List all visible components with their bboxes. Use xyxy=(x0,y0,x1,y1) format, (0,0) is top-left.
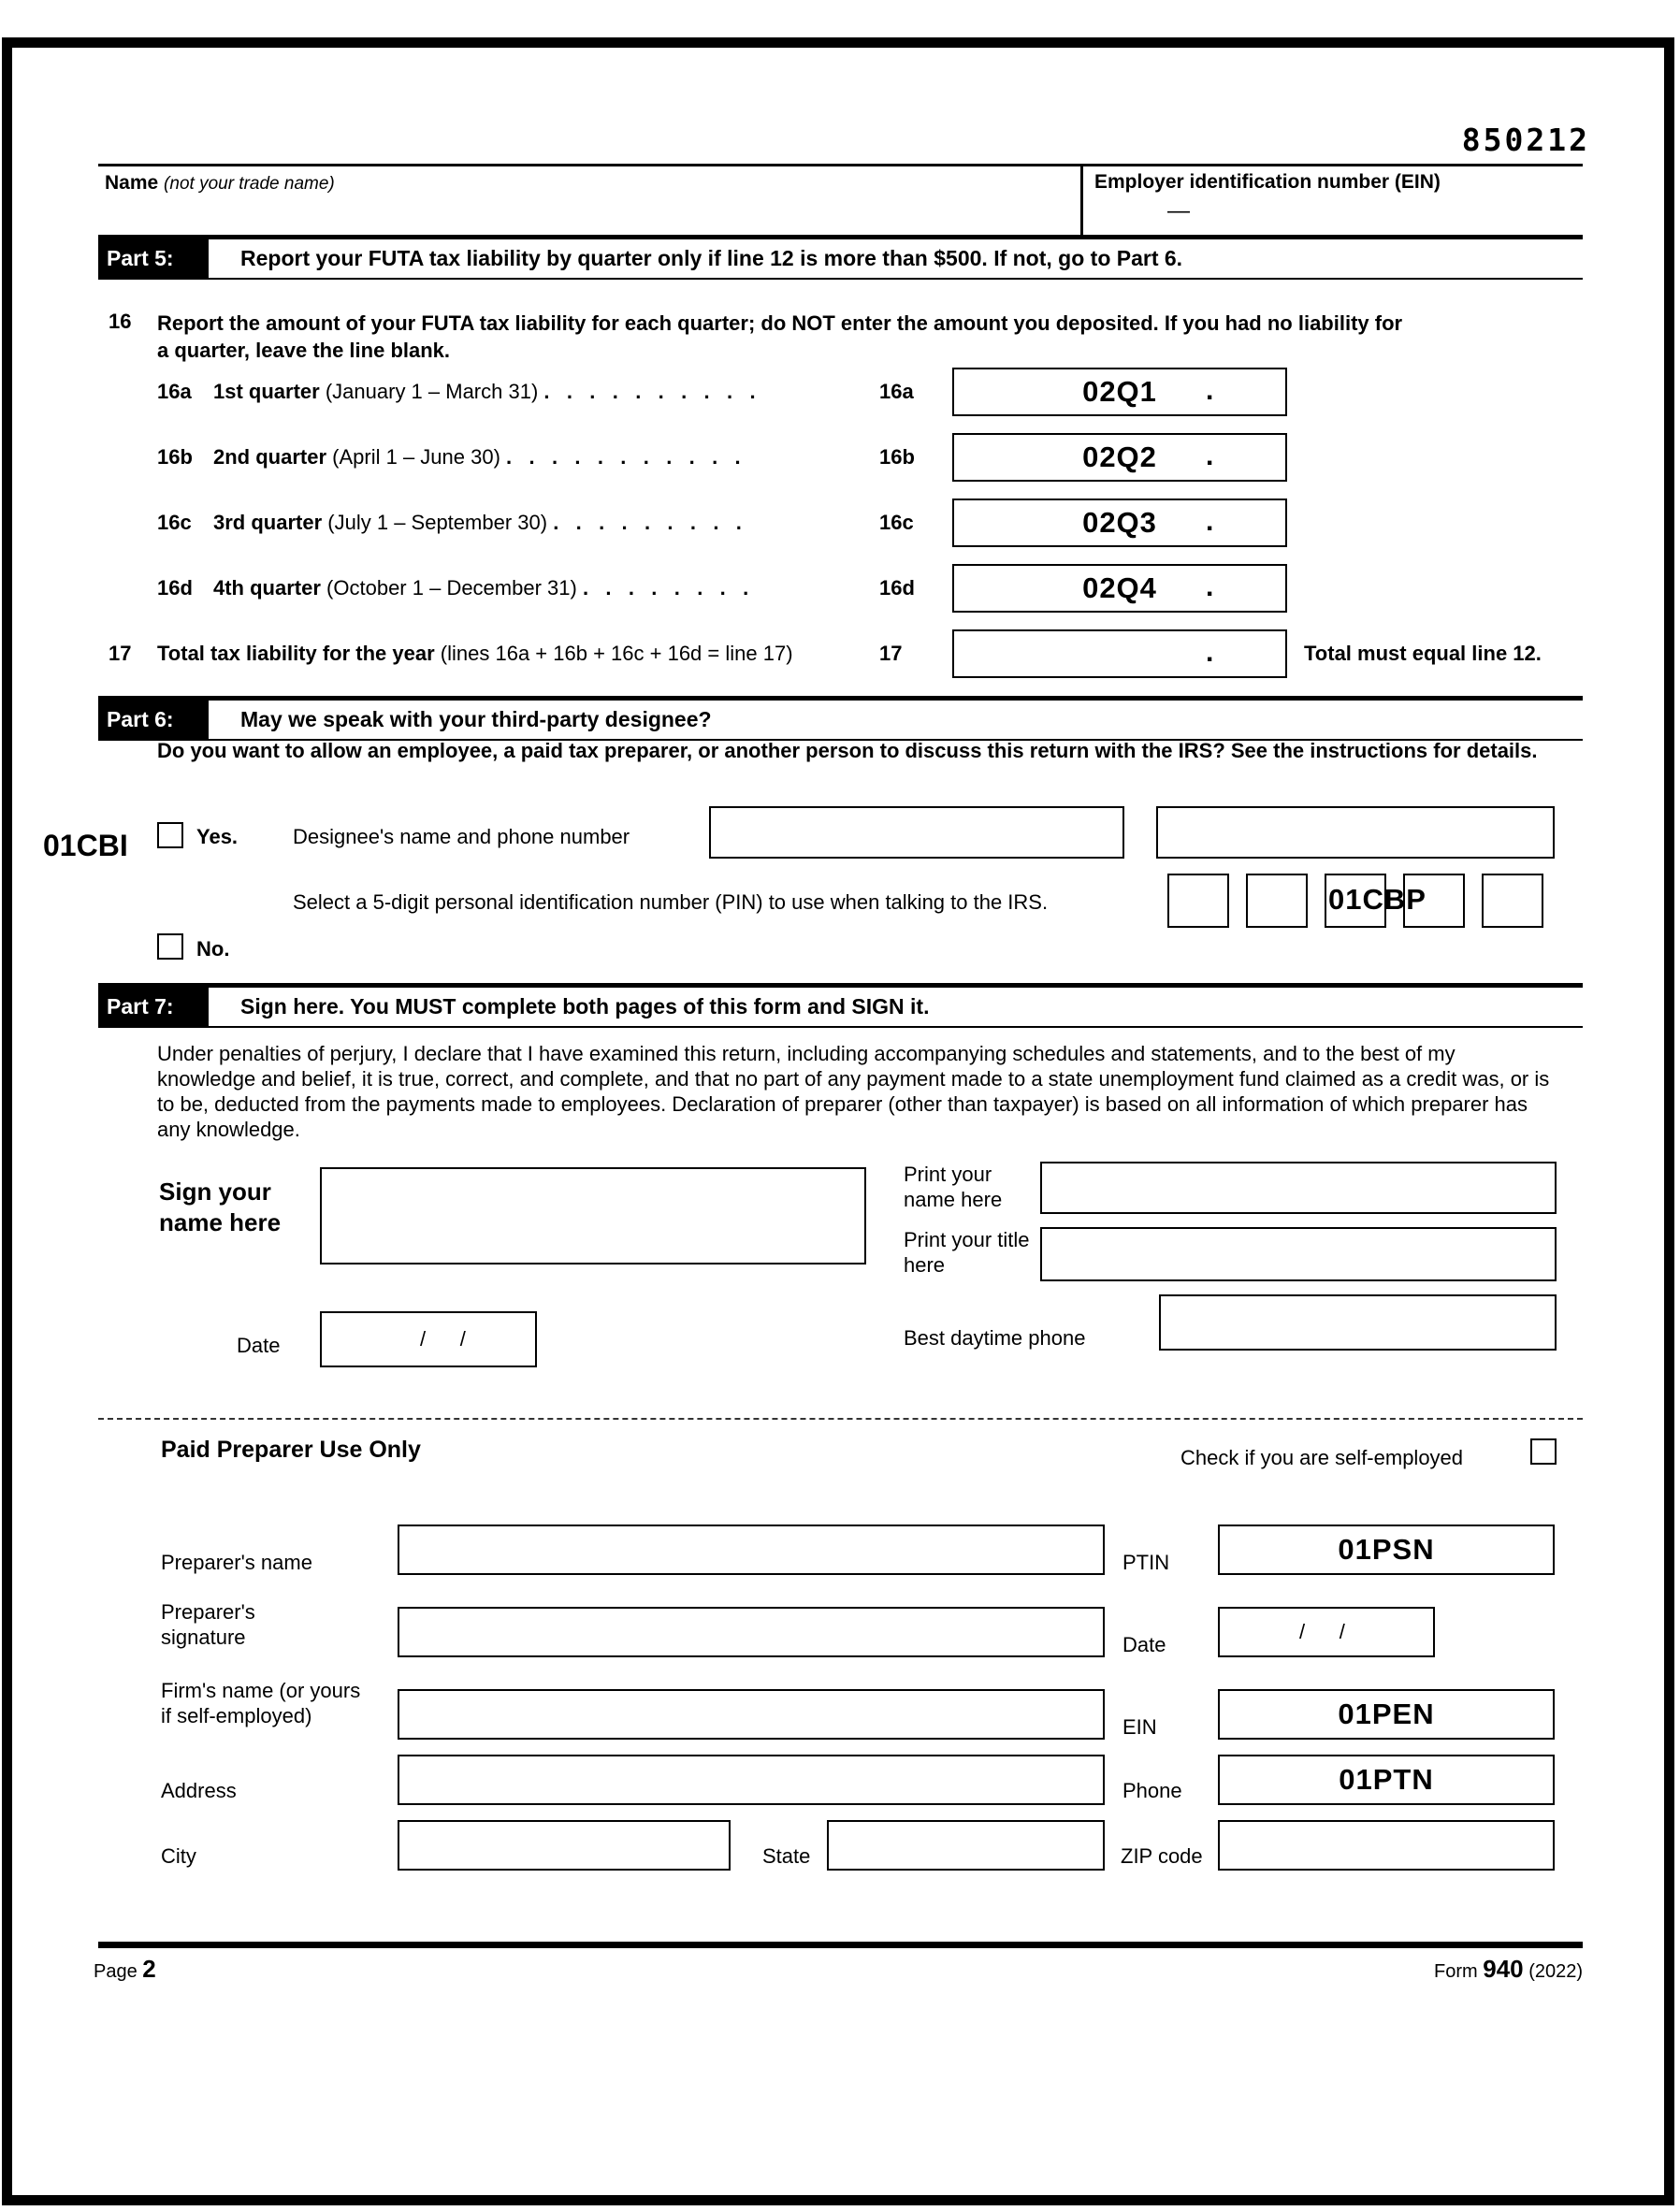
line17-decimal-point: . xyxy=(1206,637,1214,668)
line16-text-line1: Report the amount of your FUTA tax liability for each quarter; do NOT enter the amount you deposited. If you had no liability for xyxy=(157,311,1403,335)
sign-date-input[interactable] xyxy=(320,1311,537,1367)
preparer-name-input[interactable] xyxy=(398,1525,1105,1575)
ein-label: Employer identification number (EIN) xyxy=(1094,171,1441,193)
row-16d-decimal-point: . xyxy=(1206,571,1214,602)
city-label: City xyxy=(161,1844,196,1868)
line17-text-normal: (lines 16a + 16b + 16c + 16d = line 17) xyxy=(440,642,793,665)
footer-page-number: 2 xyxy=(142,1955,156,1983)
row-16c-id: 16c xyxy=(157,511,192,534)
line16-text-line2: a quarter, leave the line blank. xyxy=(157,339,451,362)
daytime-phone-input[interactable] xyxy=(1159,1294,1557,1351)
row-16c-decimal-point: . xyxy=(1206,506,1214,537)
doc-code: 850212 xyxy=(1461,122,1590,158)
sign-name-label: Sign your name here xyxy=(159,1178,282,1236)
daytime-phone-label: Best daytime phone xyxy=(904,1326,1086,1350)
ein-input[interactable] xyxy=(1094,196,1562,234)
row-16d-amount-box[interactable] xyxy=(952,564,1287,613)
preparer-name-label: Preparer's name xyxy=(161,1551,312,1574)
firm-ein-value: 01PEN xyxy=(1338,1698,1435,1730)
line17-text-bold: Total tax liability for the year xyxy=(157,642,435,665)
preparer-date-input[interactable] xyxy=(1218,1607,1435,1657)
state-input[interactable] xyxy=(827,1820,1105,1871)
part7-header xyxy=(98,983,1583,1028)
part7-label: Part 7: xyxy=(98,988,209,1026)
row-16d-quarter: 4th quarter xyxy=(213,576,321,600)
footer-form xyxy=(1216,1955,1583,1984)
sign-date-label: Date xyxy=(237,1334,281,1357)
footer-form-year: (2022) xyxy=(1528,1961,1583,1982)
state-label: State xyxy=(762,1844,811,1868)
part5-label: Part 5: xyxy=(98,239,209,278)
row-16c-text xyxy=(213,499,742,547)
zip-label: ZIP code xyxy=(1121,1844,1203,1868)
preparer-date-label: Date xyxy=(1122,1633,1166,1656)
part6-intro: Do you want to allow an employee, a paid tax preparer, or another person to discuss this return with the IRS? See the instructions for details. xyxy=(157,739,1538,762)
footer-form-label: Form xyxy=(1434,1961,1478,1982)
margin-code-01cbi: 01CBI xyxy=(43,829,128,862)
row-16b-box-id: 16b xyxy=(879,445,915,469)
row-16d-id: 16d xyxy=(157,576,193,600)
row-16a-decimal-point: . xyxy=(1206,375,1214,406)
row-16c-quarter: 3rd quarter xyxy=(213,511,323,534)
designee-yes-checkbox[interactable] xyxy=(157,822,183,848)
pin-digit-box-2[interactable] xyxy=(1246,874,1308,928)
header-top-rule xyxy=(98,164,1583,166)
address-input[interactable] xyxy=(398,1755,1105,1805)
print-name-label: Print your name here xyxy=(904,1163,1003,1211)
row-16c-value: 02Q3 xyxy=(1082,506,1157,539)
preparer-signature-label: Preparer's signature xyxy=(161,1600,255,1649)
self-employed-checkbox[interactable] xyxy=(1530,1438,1557,1465)
part5-title: Report your FUTA tax liability by quarter only if line 12 is more than $500. If not, go to Part 6. xyxy=(240,246,1183,270)
line16-number: 16 xyxy=(109,310,132,333)
signature-input[interactable] xyxy=(320,1167,866,1264)
sign-date-slashes: / / xyxy=(420,1327,466,1351)
city-input[interactable] xyxy=(398,1820,731,1871)
perjury-declaration: Under penalties of perjury, I declare that I have examined this return, including accompanying schedules and statements, and to the best of my knowledge and belief, it is true, correct, and complete, and that no part of any payment made to a state unemployment fund claimed as a credit was, or is to be, deducted from the payments made to employees. Declaration of preparer (other than taxpayer) is based on all information of which preparer has any knowledge. xyxy=(157,1042,1550,1141)
row-16a-quarter: 1st quarter xyxy=(213,380,320,403)
row-16a-dot-leader: . . . . . . . . . . xyxy=(543,380,756,403)
designee-no-label: No. xyxy=(196,937,230,961)
ptin-value: 01PSN xyxy=(1338,1533,1435,1566)
self-employed-label: Check if you are self-employed xyxy=(1180,1446,1464,1469)
row-16a-range: (January 1 – March 31) xyxy=(325,380,539,403)
row-16a-box-id: 16a xyxy=(879,380,914,403)
designee-no-checkbox[interactable] xyxy=(157,933,183,960)
row-16d-text xyxy=(213,564,748,613)
row-16d-dot-leader: . . . . . . . . xyxy=(582,576,749,600)
firm-ein-label: EIN xyxy=(1122,1715,1157,1739)
print-title-input[interactable] xyxy=(1040,1227,1557,1281)
footer-rule xyxy=(98,1942,1583,1948)
row-16d-box-id: 16d xyxy=(879,576,915,600)
part6-header xyxy=(98,696,1583,741)
name-note: (not your trade name) xyxy=(164,174,335,194)
designee-name-label: Designee's name and phone number xyxy=(293,825,630,848)
row-16b-amount-box[interactable] xyxy=(952,433,1287,482)
line17-box-id: 17 xyxy=(879,642,903,665)
row-16b-text xyxy=(213,433,741,482)
print-name-input[interactable] xyxy=(1040,1162,1557,1214)
row-16c-dot-leader: . . . . . . . . . xyxy=(553,511,742,534)
row-16a-text xyxy=(213,368,756,416)
preparer-phone-value: 01PTN xyxy=(1339,1763,1434,1796)
part6-title: May we speak with your third-party designee? xyxy=(240,707,712,731)
row-16b-dot-leader: . . . . . . . . . . . xyxy=(506,445,741,469)
part6-label: Part 6: xyxy=(98,701,209,739)
footer-page-label: Page xyxy=(94,1961,138,1982)
preparer-phone-input[interactable] xyxy=(1218,1755,1555,1805)
row-16a-value: 02Q1 xyxy=(1082,375,1157,408)
line17-note: Total must equal line 12. xyxy=(1304,642,1542,665)
footer-form-number: 940 xyxy=(1483,1955,1524,1983)
line16-instruction xyxy=(157,310,1588,364)
row-16c-range: (July 1 – September 30) xyxy=(327,511,548,534)
pin-value: 01CBP xyxy=(1328,883,1427,916)
ptin-input[interactable] xyxy=(1218,1525,1555,1575)
name-label: Name xyxy=(105,172,159,194)
designee-yes-label: Yes. xyxy=(196,825,239,848)
name-field-label xyxy=(105,172,335,195)
name-input[interactable] xyxy=(105,193,1078,234)
designee-name-input[interactable] xyxy=(709,806,1124,859)
print-title-label: Print your title here xyxy=(904,1228,1030,1277)
line17-amount-box[interactable] xyxy=(952,629,1287,678)
part7-title: Sign here. You MUST complete both pages of this form and SIGN it. xyxy=(240,994,930,1019)
pin-label: Select a 5-digit personal identification number (PIN) to use when talking to the IRS. xyxy=(293,890,1049,914)
firm-name-input[interactable] xyxy=(398,1689,1105,1740)
pin-digit-box-1[interactable] xyxy=(1167,874,1229,928)
paid-preparer-title: Paid Preparer Use Only xyxy=(161,1437,421,1463)
firm-name-label: Firm's name (or yours if self-employed) xyxy=(161,1679,361,1727)
line17-number: 17 xyxy=(109,642,132,665)
preparer-phone-label: Phone xyxy=(1122,1779,1182,1802)
preparer-signature-input[interactable] xyxy=(398,1607,1105,1657)
ptin-label: PTIN xyxy=(1122,1551,1170,1574)
row-16b-id: 16b xyxy=(157,445,193,469)
footer-page xyxy=(94,1955,156,1984)
row-16a-id: 16a xyxy=(157,380,192,403)
firm-ein-input[interactable] xyxy=(1218,1689,1555,1740)
header-divider xyxy=(1080,164,1083,237)
ein-dash: — xyxy=(1167,198,1190,224)
row-16c-amount-box[interactable] xyxy=(952,499,1287,547)
row-16b-decimal-point: . xyxy=(1206,441,1214,471)
part5-header xyxy=(98,235,1583,280)
row-16a-amount-box[interactable] xyxy=(952,368,1287,416)
line17-text xyxy=(157,629,793,678)
row-16d-value: 02Q4 xyxy=(1082,571,1157,604)
section-divider xyxy=(98,1418,1583,1420)
row-16c-box-id: 16c xyxy=(879,511,914,534)
designee-phone-input[interactable] xyxy=(1156,806,1555,859)
row-16b-range: (April 1 – June 30) xyxy=(332,445,500,469)
preparer-date-slashes: / / xyxy=(1299,1620,1345,1643)
row-16b-quarter: 2nd quarter xyxy=(213,445,327,469)
pin-digit-box-5[interactable] xyxy=(1482,874,1543,928)
row-16d-range: (October 1 – December 31) xyxy=(326,576,577,600)
zip-input[interactable] xyxy=(1218,1820,1555,1871)
address-label: Address xyxy=(161,1779,237,1802)
row-16b-value: 02Q2 xyxy=(1082,441,1157,473)
